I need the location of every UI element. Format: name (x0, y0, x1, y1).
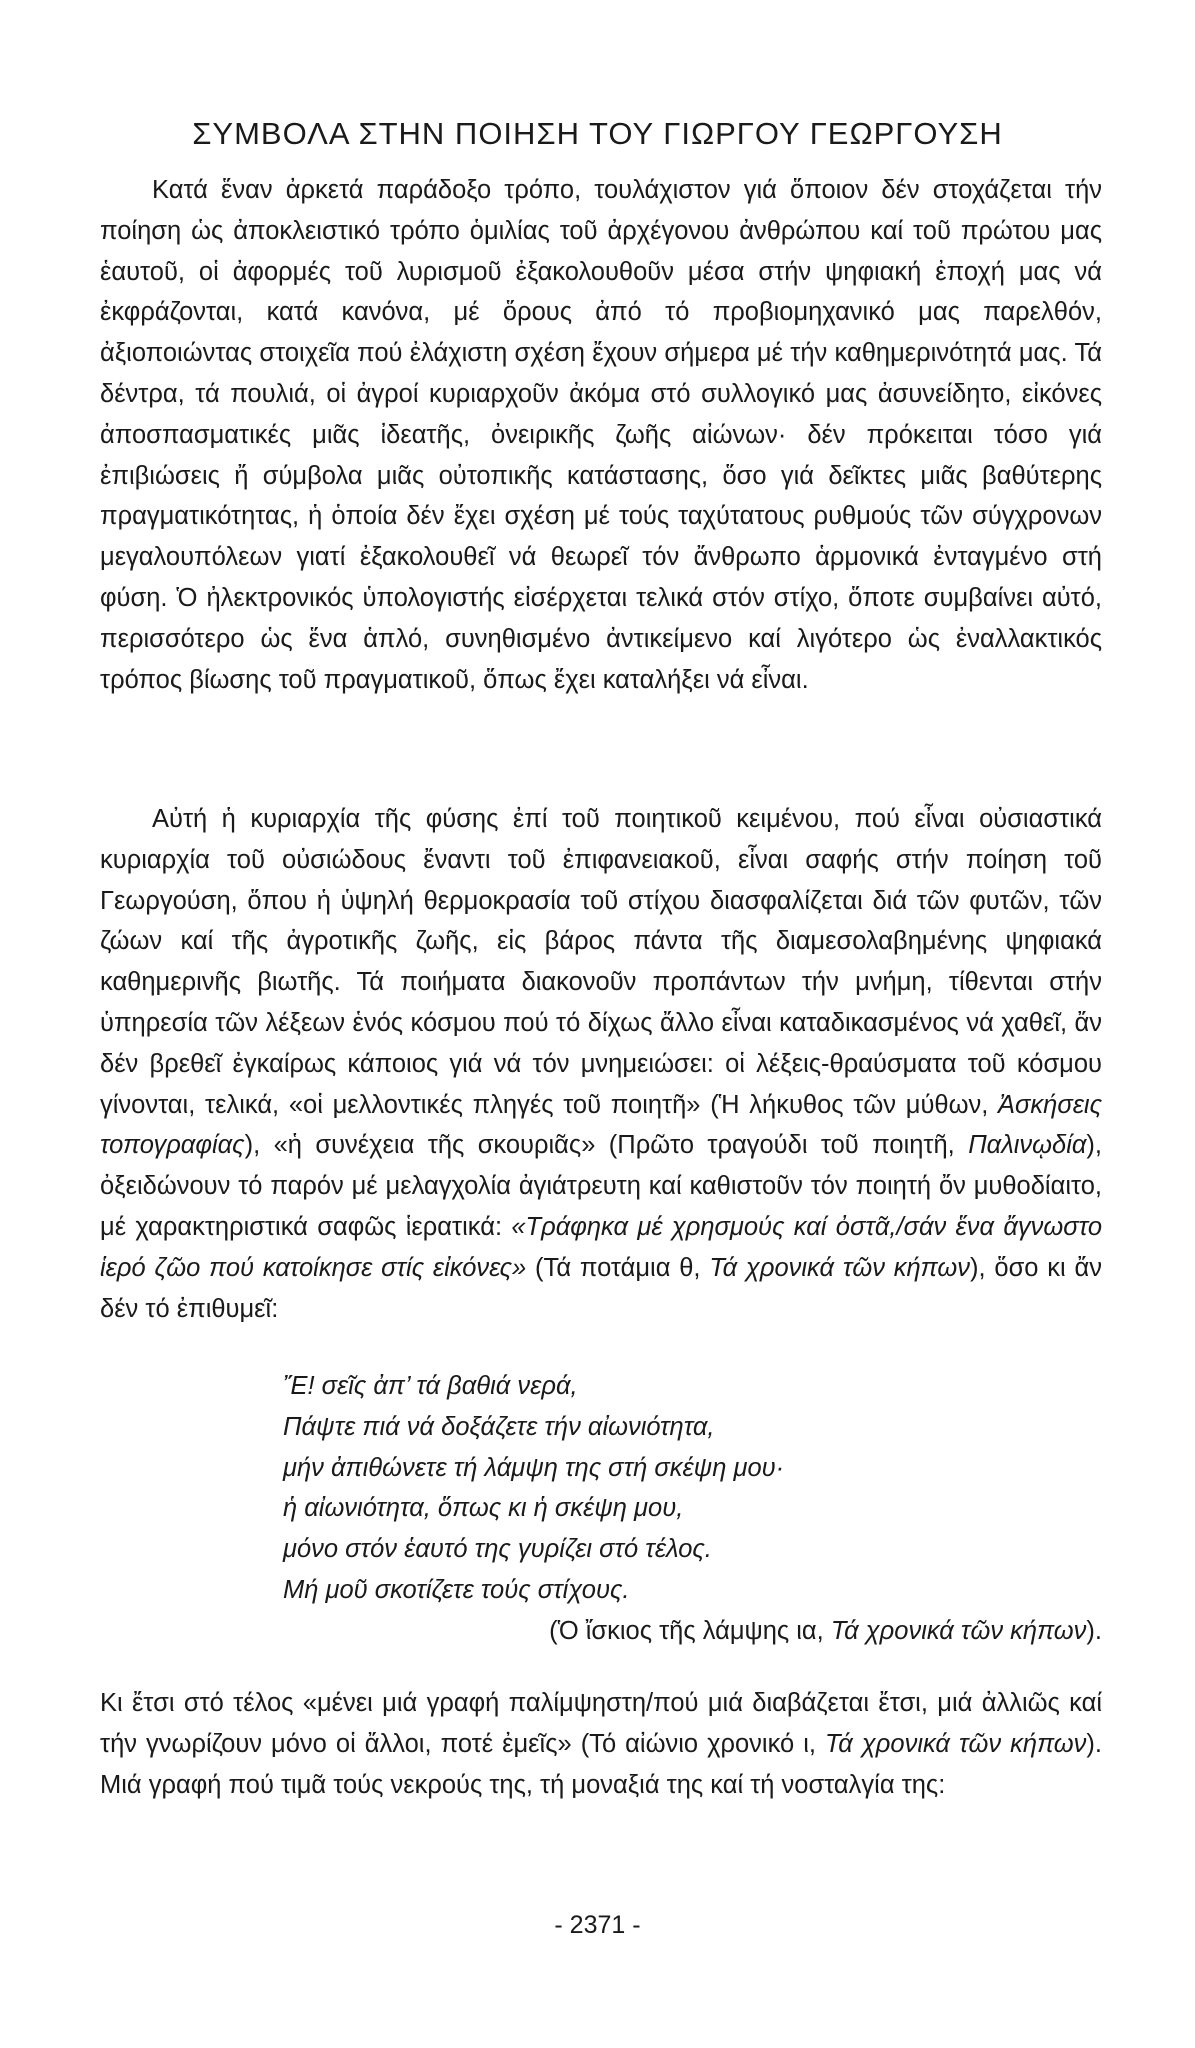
paragraph-3-text-a: Κι ἔτσι στό τέλος «μένει μιά γραφή παλίμψηστη/πού μιά διαβάζεται ἔτσι, μιά ἀλλιῶς καί τήν γνωρίζουν μόνο οἱ ἄλλοι, ποτέ ἐμεῖς» (Τό αἰώνιο χρονικό ι, (100, 1689, 1102, 1758)
poem-line: μόνο στόν ἑαυτό της γυρίζει στό τέλος. (283, 1535, 712, 1564)
paragraph-2-text-c: ), «ἡ συνέχεια τῆς σκουριᾶς» (Πρῶτο τραγούδι τοῦ ποιητῆ, (244, 1131, 969, 1160)
paragraph-2-quote-f: «Τράφηκα μέ χρησμούς καί ὀστᾶ,/σάν ἕνα ἄγνωστο ἱερό ζῶο πού κατοίκησε στίς εἰκόνες» (100, 1212, 1103, 1282)
paragraph-3-italic-b: Τά χρονικά τῶν κήπων (825, 1729, 1087, 1758)
poem-source-italic: Τά χρονικά τῶν κήπων (830, 1617, 1087, 1645)
paragraph-3 (100, 1683, 1102, 1805)
poem-line: Ἔ! σεῖς ἀπ’ τά βαθιά νερά, (283, 1372, 578, 1400)
poem-line: ἡ αἰωνιότητα, ὅπως κι ἡ σκέψη μου, (283, 1494, 684, 1523)
paragraph-3-text-c: ). Μιά γραφή πού τιμᾶ τούς νεκρούς της, τή μοναξιά της καί τή νοσταλγία της: (100, 1729, 1102, 1799)
poem-excerpt (283, 1366, 1103, 1611)
poem-source (100, 1611, 1102, 1652)
page-title: ΣΥΜΒΟΛΑ ΣΤΗΝ ΠΟΙΗΣΗ ΤΟΥ ΓΙΩΡΓΟΥ ΓΕΩΡΓΟΥΣΗ (192, 116, 1003, 151)
paragraph-2-italic-b: Ἀσκήσεις τοπογραφίας (100, 1090, 1102, 1160)
paragraph-2-text-g: (Τά ποτάμια θ, (526, 1253, 710, 1282)
paragraph-2-text-i: ), ὅσο κι ἄν δέν τό ἐπιθυμεῖ: (100, 1253, 1102, 1323)
poem-line: Πάψτε πιά νά δοξάζετε τήν αἰωνιότητα, (283, 1412, 715, 1441)
paragraph-2-italic-h: Τά χρονικά τῶν κήπων (709, 1253, 971, 1282)
page-number: - 2371 - (554, 1911, 641, 1939)
poem-source-end: ). (1086, 1617, 1102, 1645)
poem-line: Μή μοῦ σκοτίζετε τούς στίχους. (283, 1575, 630, 1604)
paragraph-2-italic-d: Παλινῳδία (968, 1131, 1087, 1160)
poem-line: μήν ἀπιθώνετε τή λάμψη της στή σκέψη μου· (283, 1453, 785, 1482)
paragraph-1: Κατά ἕναν ἀρκετά παράδοξο τρόπο, τουλάχιστον γιά ὅποιον δέν στοχάζεται τήν ποίηση ὡς ἀποκλειστικό τρόπο ὁμιλίας τοῦ ἀρχέγονου ἀνθρώπου καί τοῦ πρώτου μας ἑαυτοῦ, οἱ ἀφορμές τοῦ λυρισμοῦ ἐξακολουθοῦν μέσα στήν ψηφιακή ἐποχή μας νά ἐκφράζονται, κατά κανόνα, μέ ὅρους ἀπό τό προβιομηχανικό μας παρελθόν, ἀξιοποιώντας στοιχεῖα πού ἐλάχιστη σχέση ἔχουν σήμερα μέ τήν καθημερινότητά μας. Τά δέντρα, τά πουλιά, οἱ ἀγροί κυριαρχοῦν ἀκόμα στό συλλογικό μας ἀσυνείδητο, εἰκόνες ἀποσπασματικές μιᾶς ἰδεατῆς, ὀνειρικῆς ζωῆς αἰώνων· δέν πρόκειται τόσο γιά ἐπιβιώσεις ἤ σύμβολα μιᾶς οὐτοπικῆς κατάστασης, ὅσο γιά δεῖκτες μιᾶς βαθύτερης πραγματικότητας, ἡ ὁποία δέν ἔχει σχέση μέ τούς ταχύτατους ρυθμούς τῶν σύγχρονων μεγαλουπόλεων γιατί ἐξακολουθεῖ νά θεωρεῖ τόν ἄνθρωπο ἁρμονικά ἐνταγμένο στή φύση. Ὁ ἠλεκτρονικός ὑπολογιστής εἰσέρχεται τελικά στόν στίχο, ὅποτε συμβαίνει αὐτό, περισσότερο ὡς ἕνα ἁπλό, συνηθισμένο ἀντικείμενο καί λιγότερο ὡς ἐναλλακτικός τρόπος βίωσης τοῦ πραγματικοῦ, ὅπως ἔχει καταλήξει νά εἶναι. (100, 176, 1102, 694)
paragraph-2 (100, 799, 1102, 1329)
paragraph-2-text-e: ), ὀξειδώνουν τό παρόν μέ μελαγχολία ἀγιάτρευτη καί καθιστοῦν τόν ποιητή ὄν μυθοδίαιτο, μέ χαρακτηριστικά σαφῶς ἱερατικά: (100, 1131, 1102, 1241)
paragraph-2-text-a: Αὐτή ἡ κυριαρχία τῆς φύσης ἐπί τοῦ ποιητικοῦ κειμένου, πού εἶναι οὐσιαστικά κυριαρχία τοῦ οὐσιώδους ἔναντι τοῦ ἐπιφανειακοῦ, εἶναι σαφής στήν ποίηση τοῦ Γεωργούση, ὅπου ἡ ὑψηλή θερμοκρασία τοῦ στίχου διασφαλίζεται διά τῶν φυτῶν, τῶν ζώων καί τῆς ἀγροτικῆς ζωῆς, εἰς βάρος πάντα τῆς διαμεσολαβημένης ψηφιακά καθημερινῆς βιωτῆς. Τά ποιήματα διακονοῦν προπάντων τήν μνήμη, τίθενται στήν ὑπηρεσία τῶν λέξεων ἑνός κόσμου πού τό δίχως ἄλλο εἶναι καταδικασμένος νά χαθεῖ, ἄν δέν βρεθεῖ ἐγκαίρως κάποιος γιά νά τόν μνημειώσει: οἱ λέξεις-θραύσματα τοῦ κόσμου γίνονται, τελικά, «οἱ μελλοντικές πληγές τοῦ ποιητῆ» (Ἡ λήκυθος τῶν μύθων, (100, 805, 1102, 1119)
poem-source-text: (Ὁ ἴσκιος τῆς λάμψης ια, (549, 1617, 831, 1645)
